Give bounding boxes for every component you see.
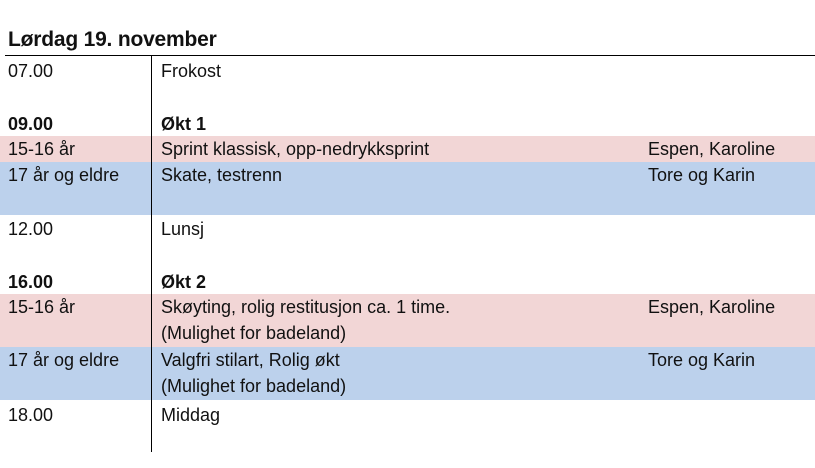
schedule-row: [0, 214, 815, 244]
group-cell: 15-16 år: [8, 297, 76, 317]
leaders-cell: Espen, Karoline: [648, 297, 776, 317]
leaders-cell: Tore og Karin: [648, 350, 756, 370]
time-cell: 12.00: [8, 219, 54, 239]
activity-cell: Middag: [161, 405, 221, 425]
schedule-row: [0, 400, 815, 430]
group-cell: 15-16 år: [8, 139, 76, 159]
activity-cell: Skøyting, rolig restitusjon ca. 1 time.: [161, 297, 451, 317]
group-row-young: [0, 136, 815, 162]
group-row-old: [0, 162, 815, 215]
activity-cell: Valgfri stilart, Rolig økt: [161, 350, 340, 370]
activity-note: (Mulighet for badeland): [161, 323, 347, 343]
session-header-row: [0, 109, 815, 136]
session-title: Økt 1: [161, 114, 207, 134]
session-title: Økt 2: [161, 272, 207, 292]
group-row-old: [0, 347, 815, 400]
activity-cell: Skate, testrenn: [161, 165, 283, 185]
page-title: Lørdag 19. november: [8, 28, 217, 51]
group-cell: 17 år og eldre: [8, 165, 120, 185]
activity-note: (Mulighet for badeland): [161, 376, 347, 396]
schedule-row: [0, 56, 815, 86]
activity-cell: Frokost: [161, 61, 222, 81]
leaders-cell: Espen, Karoline: [648, 139, 776, 159]
column-divider: [151, 56, 152, 452]
session-header-row: [0, 267, 815, 294]
time-cell: 16.00: [8, 272, 54, 292]
group-row-young: [0, 294, 815, 347]
time-cell: 09.00: [8, 114, 54, 134]
activity-cell: Sprint klassisk, opp-nedrykksprint: [161, 139, 430, 159]
activity-cell: Lunsj: [161, 219, 205, 239]
leaders-cell: Tore og Karin: [648, 165, 756, 185]
time-cell: 18.00: [8, 405, 54, 425]
group-cell: 17 år og eldre: [8, 350, 120, 370]
time-cell: 07.00: [8, 61, 54, 81]
